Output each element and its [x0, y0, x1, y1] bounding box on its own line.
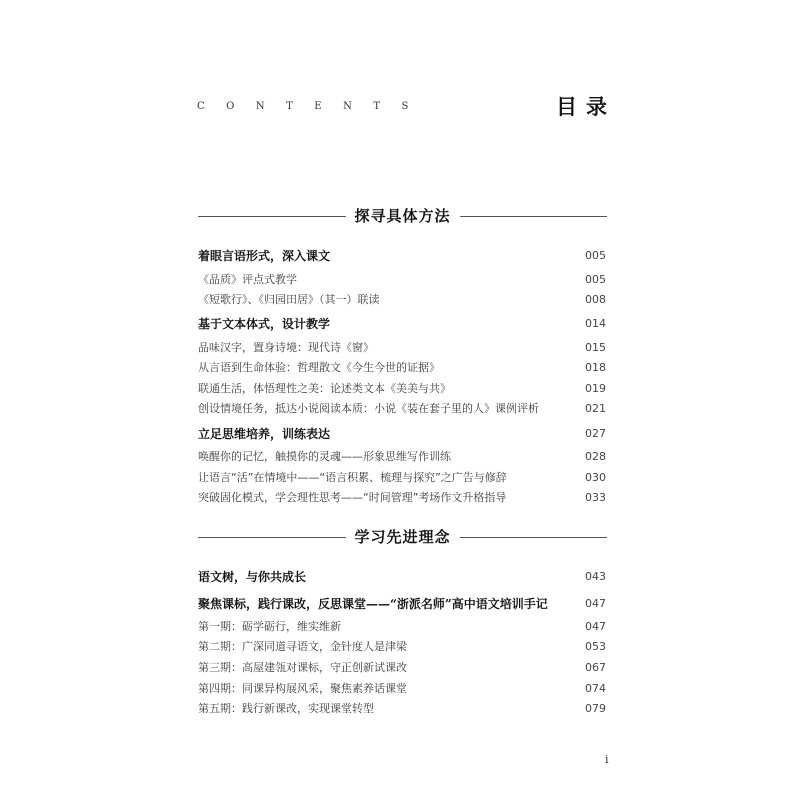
entry-title: 突破固化模式，学会理性思考——“时间管理”考场作文升格指导 [198, 491, 507, 504]
entry-title: 语文树，与你共成长 [198, 570, 307, 584]
entry-title: 第一期：砺学砺行，维实维新 [198, 620, 341, 633]
toc-chapter-entry [198, 246, 606, 266]
entry-title: 唤醒你的记忆，触摸你的灵魂——形象思维写作训练 [198, 450, 451, 463]
toc-sub-entry [198, 379, 606, 399]
toc-chapter-entry [198, 567, 606, 587]
toc-chapter-entry [198, 594, 606, 614]
entry-page-number: 043 [585, 570, 606, 583]
toc-sub-entry [198, 358, 606, 378]
entry-page-number: 019 [585, 382, 606, 395]
entry-title: 《品质》评点式教学 [198, 273, 297, 286]
entry-title: 《短歌行》、《归园田居》（其一）联读 [198, 293, 380, 306]
toc-sub-entry [198, 270, 606, 290]
entry-title: 第四期：同课异构展风采，聚焦素养话课堂 [198, 682, 407, 695]
entry-page-number: 074 [585, 682, 606, 695]
entry-title: 让语言“活”在情境中——“语言积累、梳理与探究”之广告与修辞 [198, 471, 507, 484]
entry-page-number: 079 [585, 702, 606, 715]
toc-sub-entry [198, 488, 606, 508]
toc-sub-entry [198, 699, 606, 719]
toc-sub-entry [198, 447, 606, 467]
entry-title: 第五期：践行新课改，实现课堂转型 [198, 702, 374, 715]
entry-title: 创设情境任务，抵达小说阅读本质：小说《装在套子里的人》课例评析 [198, 402, 539, 415]
heading-rule-left [198, 216, 346, 217]
entry-title: 立足思维培养，训练表达 [198, 427, 331, 441]
entry-page-number: 028 [585, 450, 606, 463]
entry-page-number: 018 [585, 361, 606, 374]
section-heading [198, 206, 607, 226]
toc-sub-entry [198, 679, 606, 699]
entry-page-number: 021 [585, 402, 606, 415]
toc-chapter-entry [198, 424, 606, 444]
entry-page-number: 047 [585, 597, 606, 610]
entry-title: 联通生活，体悟理性之美：论述类文本《美美与共》 [198, 382, 451, 395]
entry-page-number: 027 [585, 427, 606, 440]
section-heading-text: 学习先进理念 [354, 528, 451, 546]
toc-sub-entry [198, 637, 606, 657]
entry-page-number: 033 [585, 491, 606, 504]
entry-page-number: 008 [585, 293, 606, 306]
entry-title: 第三期：高屋建瓴对课标，守正创新试课改 [198, 661, 407, 674]
section-heading-text: 探寻具体方法 [354, 207, 451, 225]
toc-sub-entry [198, 290, 606, 310]
heading-rule-right [460, 537, 608, 538]
entry-page-number: 015 [585, 341, 606, 354]
heading-rule-right [460, 216, 608, 217]
toc-sub-entry [198, 468, 606, 488]
toc-sub-entry [198, 338, 606, 358]
entry-page-number: 030 [585, 471, 606, 484]
folio-page-number: i [605, 753, 609, 766]
entry-title: 着眼言语形式，深入课文 [198, 249, 331, 263]
section-heading [198, 527, 607, 547]
contents-label: CONTENTS [197, 101, 430, 112]
toc-chapter-entry [198, 314, 606, 334]
entry-title: 聚焦课标，践行课改，反思课堂——“浙派名师”高中语文培训手记 [198, 597, 548, 611]
toc-title: 目录 [556, 94, 616, 119]
toc-sub-entry [198, 399, 606, 419]
heading-rule-left [198, 537, 346, 538]
toc-sub-entry [198, 658, 606, 678]
entry-title: 基于文本体式，设计教学 [198, 317, 331, 331]
entry-page-number: 014 [585, 317, 606, 330]
entry-page-number: 053 [585, 640, 606, 653]
entry-page-number: 005 [585, 249, 606, 262]
toc-sub-entry [198, 617, 606, 637]
entry-page-number: 005 [585, 273, 606, 286]
entry-title: 从言语到生命体验：哲理散文《今生今世的证据》 [198, 361, 440, 374]
entry-page-number: 047 [585, 620, 606, 633]
entry-title: 品味汉字，置身诗境：现代诗《窗》 [198, 341, 374, 354]
entry-page-number: 067 [585, 661, 606, 674]
entry-title: 第二期：广深同道寻语文，金针度人是津梁 [198, 640, 407, 653]
